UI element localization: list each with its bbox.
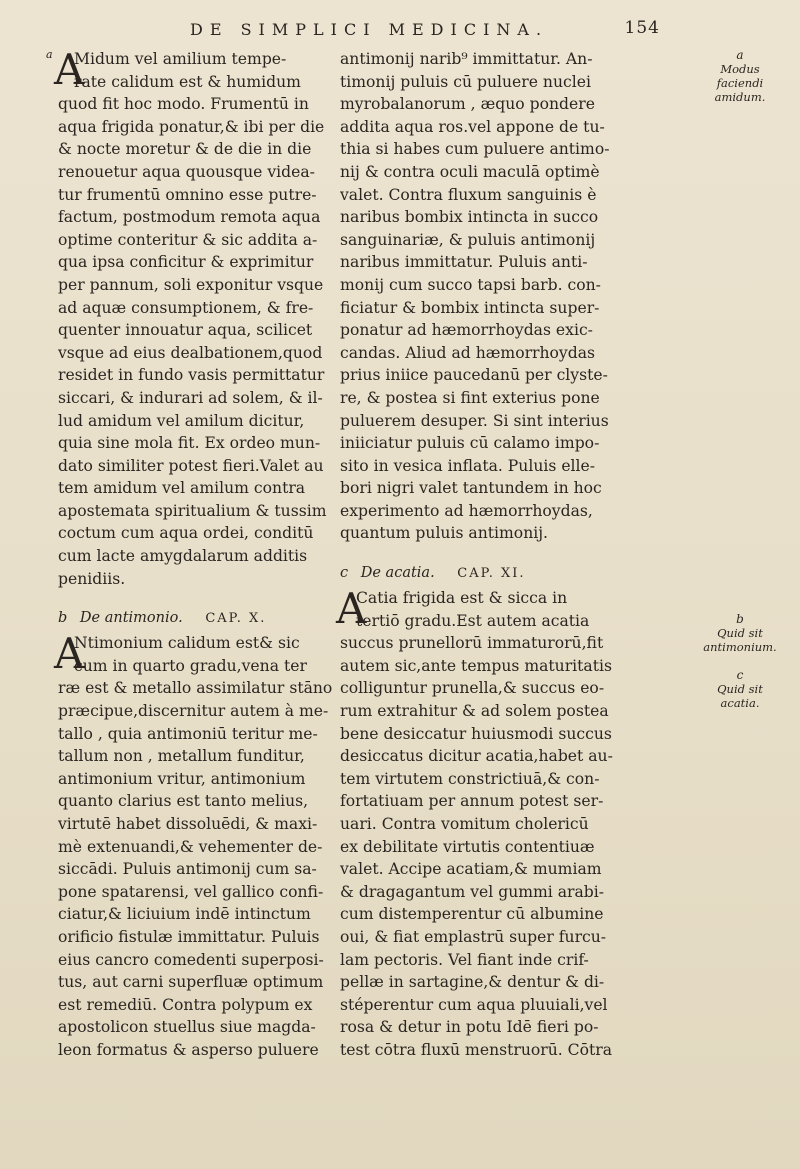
text-line: aqua frigida ponatur,& ibi per die [58,117,325,136]
text-line: ad aquæ consumptionem, & fre- [58,298,314,317]
margin-note [700,668,780,710]
text-line: ponatur ad hæmorrhoydas exic- [340,321,593,340]
chapter-title: De acatia. [360,565,435,582]
text-line: tertiō gradu.Est autem acatia [356,611,590,630]
text-line: quanto clarius est tanto melius, [58,792,309,811]
text-line: thia si habes cum puluere antimo- [340,140,610,159]
text-line: rosa & detur in potu Idē fieri po- [340,1018,599,1037]
section-amidum [46,45,328,590]
text-line: succus prunellorū immaturorū,fit [340,634,604,653]
text-line: coctum cum aqua ordei, conditū [58,524,314,543]
text-line: stéperentur cum aqua pluuiali,vel [340,995,608,1014]
initial-letter: A [54,629,85,679]
section-antimonio [54,604,333,1061]
text-line: re, & postea si fint exterius pone [340,388,600,407]
margin-note-marker: c [736,668,744,682]
text-line: quia sine mola fit. Ex ordeo mun- [58,434,321,453]
text-line: mè extenuandi,& vehementer de- [58,837,323,856]
chapter-marker: b [58,610,68,627]
text-line: naribus immittatur. Puluis anti- [340,253,588,272]
text-line: monij cum succo tapsi barb. con- [340,275,601,294]
text-line: tem virtutem constrictiuā,& con- [340,769,600,788]
text-line: siccari, & indurari ad solem, & il- [58,388,323,407]
text-line: experimento ad hæmorrhoydas, [340,501,593,520]
text-line: naribus bombix intincta in succo [340,208,599,227]
text-line: lud amidum vel amilum dicitur, [58,411,305,430]
text-line: lam pectoris. Vel fiant inde crif- [340,950,589,969]
text-line: oui, & fiat emplastrū super furcu- [340,927,607,946]
text-line: dato similiter potest fieri.Valet au [58,456,324,475]
text-line: ex debilitate virtutis contentiuæ [340,837,595,856]
text-line: rum extrahitur & ad solem postea [340,702,609,721]
text-line: candas. Aliud ad hæmorrhoydas [340,343,596,362]
margin-note-marker: b [736,612,744,626]
text-line: fortatiuam per annum potest ser- [340,792,604,811]
text-line: bene desiccatur huiusmodi succus [340,724,612,743]
text-line: valet. Contra fluxum sanguinis è [340,185,597,204]
text-line: tur frumentū omnino esse putre- [58,185,317,204]
margin-note-text: Modus faciendi amidum. [714,62,766,104]
text-line: Catia frigida est & sicca in [356,589,568,608]
margin-note [700,48,780,104]
text-line: & nocte moretur & de die in die [58,140,312,159]
text-line: apostolicon stuellus siue magda- [58,1018,316,1037]
text-line: quenter innouatur aqua, scilicet [58,321,313,340]
margin-note-marker: a [736,48,744,62]
page-number: 154 [624,18,660,38]
chapter-number: CAP. X. [205,611,267,627]
text-line: cum in quarto gradu,vena ter [74,656,307,675]
running-header [190,18,660,42]
text-line: quantum puluis antimonij. [340,524,549,543]
text-line: apostemata spiritualium & tussim [58,501,327,520]
text-line: puluerem desuper. Si sint interius [340,411,609,430]
text-line: autem sic,ante tempus maturitatis [340,656,612,675]
text-line: bori nigri valet tantundem in hoc [340,479,602,498]
text-line: ræ est & metallo assimilatur stāno [58,679,333,698]
text-line: eius cancro comedenti superposi- [58,950,324,969]
text-line: tallo , quia antimoniū teritur me- [58,724,318,743]
chapter-heading [340,559,612,587]
text-line: desiccatus dicitur acatia,habet au- [340,747,613,766]
text-line: ficiatur & bombix intincta super- [340,298,600,317]
chapter-heading [58,604,328,632]
text-line: tus, aut carni superfluæ optimum [58,973,324,992]
text-line: colliguntur prunella,& succus eo- [340,679,605,698]
section-acatia [336,559,613,1061]
text-line: Midum vel amilium tempe- [74,50,287,68]
text-line: cum lacte amygdalarum additis [58,547,308,566]
text-line: qua ipsa conficitur & exprimitur [58,253,314,272]
chapter-number: CAP. XI. [457,566,526,582]
text-line: quod fit hoc modo. Frumentū in [58,95,309,114]
text-line: vsque ad eius dealbationem,quod [58,343,323,362]
text-line: est remediū. Contra polypum ex [58,995,313,1014]
text-line: rate calidum est & humidum [74,72,301,91]
text-line: per pannum, soli exponitur vsque [58,275,324,294]
running-title: DE SIMPLICI MEDICINA. [190,20,549,39]
text-line: tallum non , metallum funditur, [58,747,305,766]
text-line: orificio fistulæ immittatur. Puluis [58,927,320,946]
text-line: virtutē habet dissoluēdi, & maxi- [58,815,318,833]
text-line: iniiciatur puluis cū calamo impo- [340,434,600,453]
text-line: renouetur aqua quousque videa- [58,162,315,181]
text-line: penidiis. [58,569,126,588]
text-line: pone spatarensi, vel gallico confi- [58,882,324,901]
chapter-title: De antimonio. [79,610,183,627]
margin-note-text: Quid sit acatia. [717,682,763,710]
text-line: Ntimonium calidum est& sic [74,634,300,653]
section-marker: a [46,48,53,61]
right-column [336,48,613,1062]
initial-letter: A [54,45,85,94]
section-antimonio-continued [340,48,612,545]
chapter-marker: c [340,565,349,582]
left-column [46,45,333,1062]
text-line: tem amidum vel amilum contra [58,479,306,498]
text-line: prius iniice paucedanū per clyste- [340,366,608,385]
text-line: myrobalanorum , æquo pondere [340,95,595,114]
text-line: timonij puluis cū puluere nuclei [340,72,591,91]
initial-letter: A [336,584,367,634]
text-line: addita aqua ros.vel appone de tu- [340,117,605,136]
text-line: antimonium vritur, antimonium [58,769,306,788]
text-line: residet in fundo vasis permittatur [58,366,325,385]
text-line: nij & contra oculi maculā optimè [340,162,600,181]
text-line: cum distemperentur cū albumine [340,905,604,924]
text-line: & dragagantum vel gummi arabi- [340,882,605,901]
margin-note-text: Quid sit antimonium. [703,626,777,654]
text-line: uari. Contra vomitum cholericū [340,815,589,833]
text-line: sanguinariæ, & puluis antimonij [340,230,596,249]
text-line: sito in vesica inflata. Puluis elle- [340,456,596,475]
text-line: antimonij narib⁹ immittatur. An- [340,50,593,68]
text-line: valet. Accipe acatiam,& mumiam [340,860,602,879]
text-line: præcipue,discernitur autem à me- [58,702,329,721]
margin-note [700,612,780,654]
text-line: pellæ in sartagine,& dentur & di- [340,973,605,992]
text-line: leon formatus & asperso puluere [58,1040,319,1059]
text-line: factum, postmodum remota aqua [58,208,321,227]
text-line: siccādi. Puluis antimonij cum sa- [58,860,317,879]
text-line: ciatur,& liciuium indē intinctum [58,905,311,924]
text-line: optime conteritur & sic addita a- [58,230,318,249]
text-line: test cōtra fluxū menstruorū. Cōtra [340,1040,613,1059]
